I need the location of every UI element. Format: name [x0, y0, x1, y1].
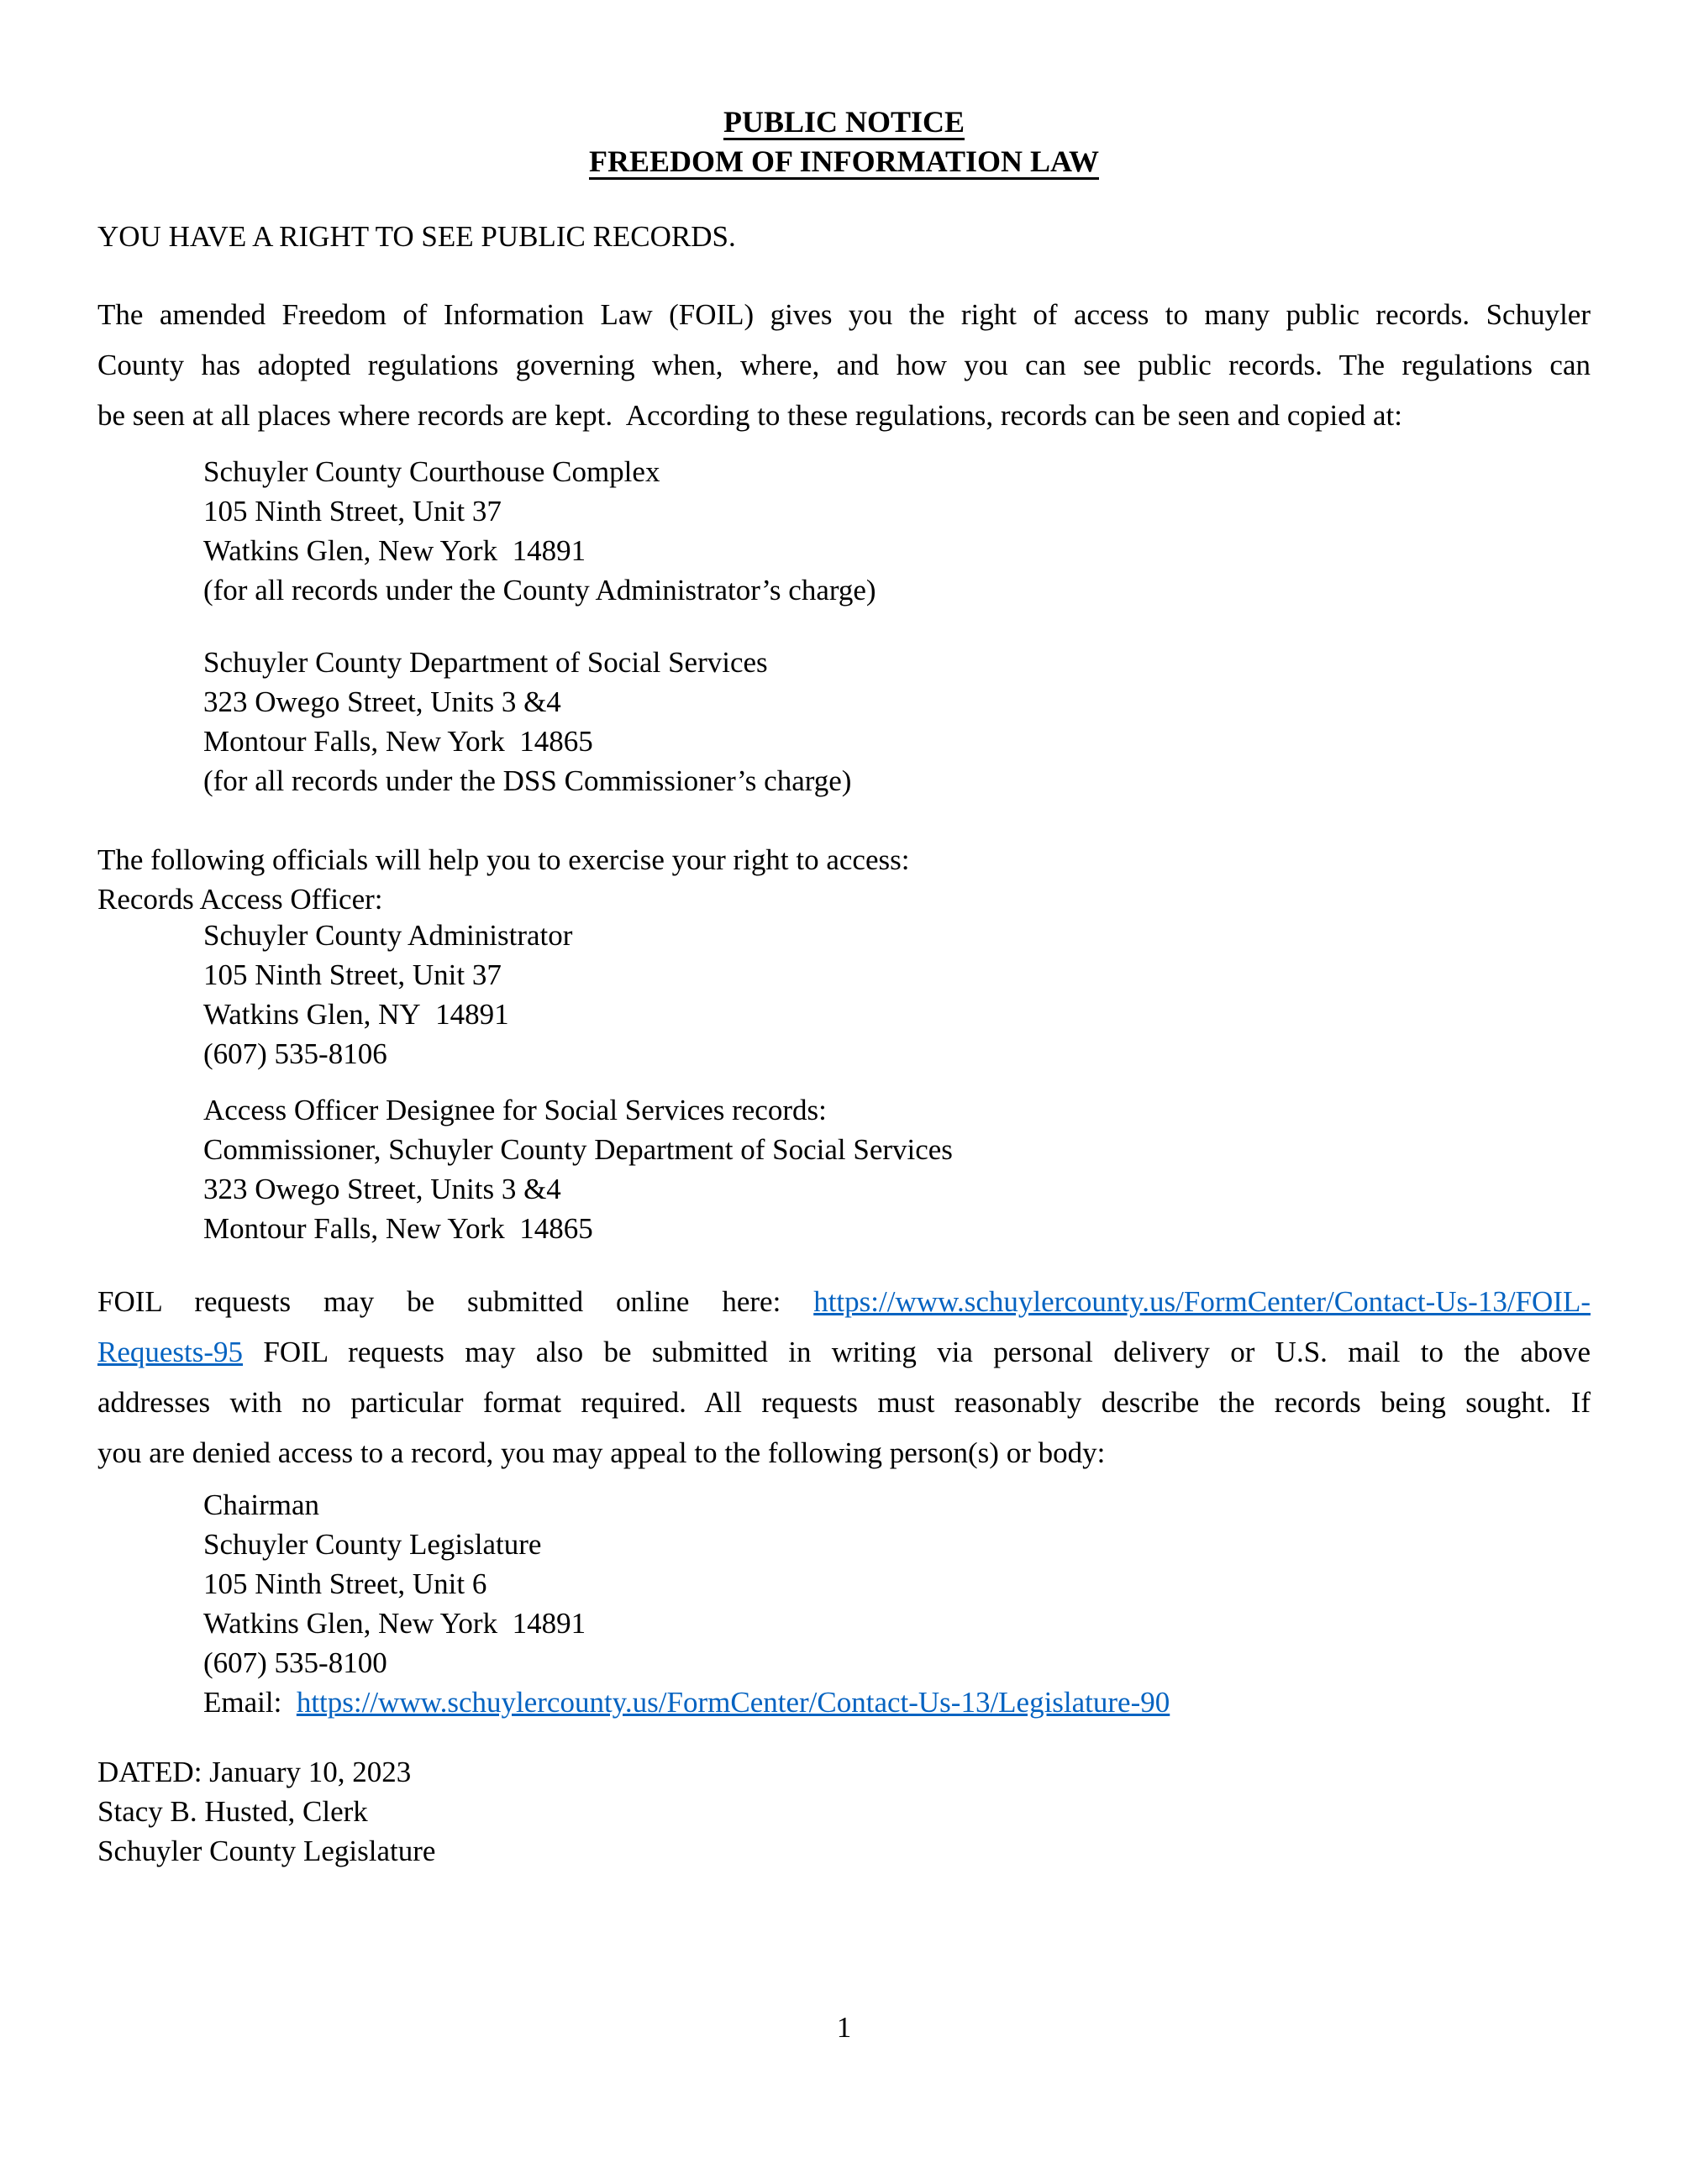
- text-line: Records Access Officer:: [97, 883, 383, 916]
- title-line-1: [0, 102, 1688, 142]
- text-line: Schuyler County Courthouse Complex: [203, 455, 660, 488]
- text-segment: addresses with no particular format required. All requests must reasonably describe the records being sought. If: [97, 1386, 1591, 1419]
- text-line: Watkins Glen, New York 14891: [203, 1607, 586, 1640]
- hyperlink[interactable]: https://www.schuylercounty.us/FormCenter/Contact-Us-13/FOIL-: [813, 1285, 1591, 1318]
- text-line: [97, 1277, 1591, 1327]
- text-line: 323 Owego Street, Units 3 &4: [203, 685, 561, 718]
- appeal-contact-address: [97, 1485, 1591, 1722]
- text-line: (607) 535-8100: [203, 1646, 387, 1679]
- text-line: Stacy B. Husted, Clerk: [97, 1795, 368, 1828]
- text-line: Schuyler County Legislature: [97, 1835, 436, 1867]
- records-access-officer-address: [97, 916, 1591, 1074]
- rights-heading: [97, 217, 1591, 256]
- text-line: County has adopted regulations governing when, where, and how you can see public records. The regulations can: [97, 349, 1591, 381]
- text-line: [97, 1378, 1591, 1428]
- text-line: Schuyler County Administrator: [203, 919, 573, 952]
- text-line: 105 Ninth Street, Unit 37: [203, 958, 502, 991]
- hyperlink[interactable]: Requests-95: [97, 1336, 244, 1368]
- text-line: [203, 1683, 1591, 1722]
- address-social-services: [97, 643, 1591, 801]
- address-courthouse-complex: [97, 452, 1591, 610]
- text-segment: you are denied access to a record, you may appeal to the following person(s) or body:: [97, 1436, 1106, 1469]
- rights-heading-text: YOU HAVE A RIGHT TO SEE PUBLIC RECORDS.: [97, 220, 736, 253]
- text-line: Watkins Glen, New York 14891: [203, 534, 586, 567]
- title-line-2: [0, 142, 1688, 181]
- foil-requests-paragraph: [97, 1277, 1591, 1478]
- text-line: Access Officer Designee for Social Services records:: [203, 1094, 827, 1126]
- text-line: Commissioner, Schuyler County Department of Social Services: [203, 1133, 953, 1166]
- text-line: The amended Freedom of Information Law (FOIL) gives you the right of access to many public records. Schuyler: [97, 298, 1591, 331]
- hyperlink[interactable]: https://www.schuylercounty.us/FormCenter/Contact-Us-13/Legislature-90: [296, 1686, 1170, 1719]
- access-officer-designee-address: [97, 1090, 1591, 1248]
- text-line: be seen at all places where records are kept. According to these regulations, records can be seen and copied at:: [97, 399, 1402, 432]
- text-line: Schuyler County Department of Social Services: [203, 646, 768, 679]
- text-segment: FOIL requests may also be submitted in writing via personal delivery or U.S. mail to the above: [243, 1336, 1591, 1368]
- text-segment: Email:: [203, 1686, 297, 1719]
- text-line: 105 Ninth Street, Unit 6: [203, 1567, 487, 1600]
- text-line: [97, 1428, 1591, 1478]
- text-line: [97, 1327, 1591, 1378]
- text-line: Montour Falls, New York 14865: [203, 1212, 593, 1245]
- text-line: 105 Ninth Street, Unit 37: [203, 495, 502, 528]
- dated-signature-block: [97, 1752, 1591, 1871]
- text-line: Schuyler County Legislature: [203, 1528, 542, 1561]
- text-line: Watkins Glen, NY 14891: [203, 998, 509, 1031]
- intro-paragraph: [97, 290, 1591, 441]
- text-line: DATED: January 10, 2023: [97, 1756, 412, 1788]
- title-line-1-text: PUBLIC NOTICE: [723, 105, 965, 139]
- text-line: (for all records under the DSS Commissioner’s charge): [203, 764, 852, 797]
- text-line: (for all records under the County Administrator’s charge): [203, 574, 876, 606]
- title-line-2-text: FREEDOM OF INFORMATION LAW: [589, 144, 1099, 178]
- text-line: The following officials will help you to exercise your right to access:: [97, 843, 910, 876]
- document-title: [0, 102, 1688, 181]
- text-line: 323 Owego Street, Units 3 &4: [203, 1173, 561, 1205]
- officials-intro: [97, 840, 1591, 919]
- text-line: Chairman: [203, 1488, 320, 1521]
- page-number: 1: [836, 2011, 852, 2044]
- text-segment: FOIL requests may be submitted online here:: [97, 1285, 814, 1318]
- text-line: (607) 535-8106: [203, 1037, 387, 1070]
- text-line: Montour Falls, New York 14865: [203, 725, 593, 758]
